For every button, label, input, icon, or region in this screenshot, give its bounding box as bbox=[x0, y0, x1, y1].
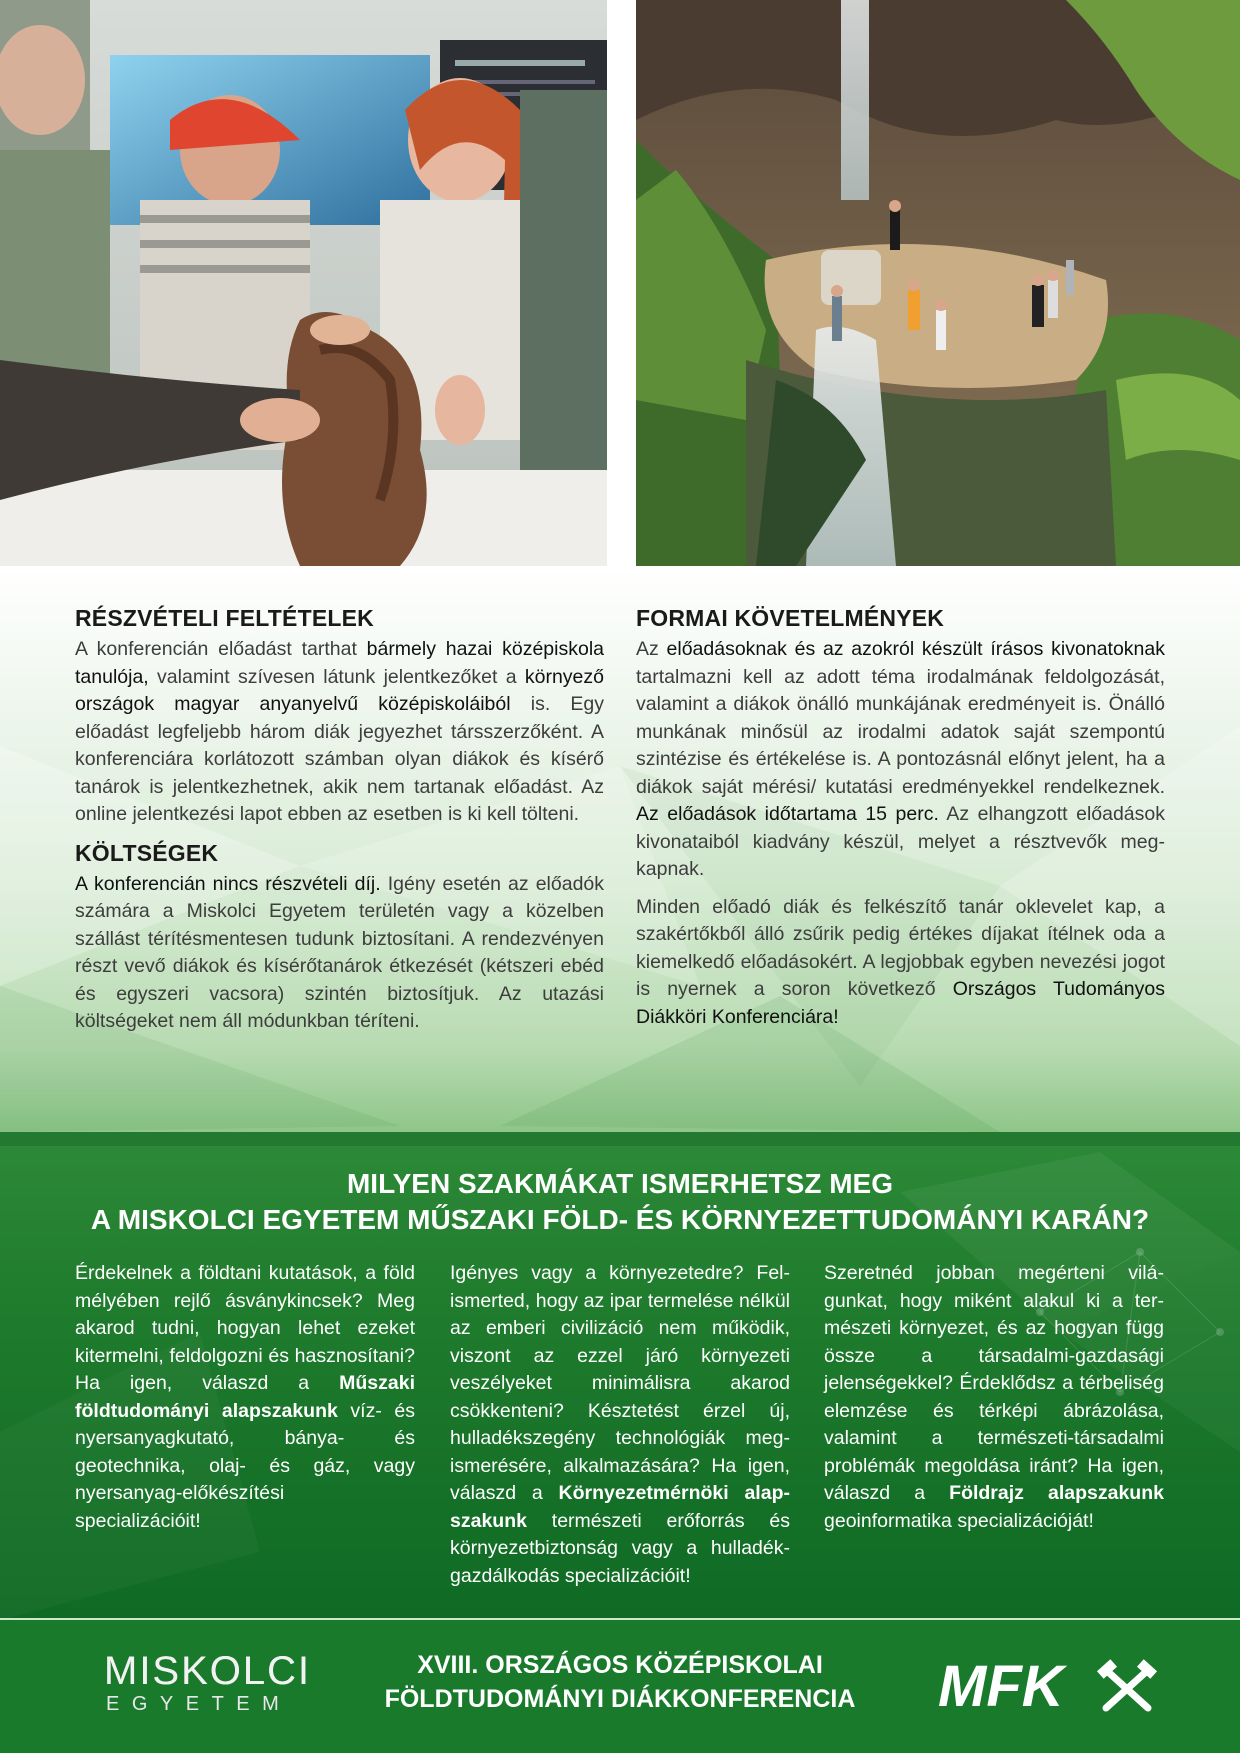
career-column-geography: Szeretnéd jobban megérteni világunkat, hogy miként alakul ki a természeti környezet, és az hogyan függ össze a társadalmi-gazdasági jelenségekkel? Érdeklődsz a térbeliség elemzése és térképi ábrázolása, valamint a természeti-társadalmi problémák megoldása iránt? Ha igen, válaszd a Földrajz alapszakunk geoinformatika specializációját! bbox=[824, 1262, 1164, 1532]
formal-title: FORMAI KÖVETELMÉNYEK bbox=[636, 605, 945, 631]
careers-section bbox=[0, 1132, 1240, 1620]
careers-title: MILYEN SZAKMÁKAT ISMERHETSZ MEG A MISKOLCI EGYETEM MŰSZAKI FÖLD- ÉS KÖRNYEZETTUDOMÁNYI KARÁN? bbox=[90, 1168, 1150, 1235]
participation-title: RÉSZVÉTELI FELTÉTELEK bbox=[75, 605, 374, 631]
mfk-logo bbox=[938, 1656, 1158, 1716]
costs-text: A konferencián nincs részvételi díj. Igény esetén az előadók számára a Miskolci Egyetem területén vagy a közelben szállást térítésmentesen tudunk biztosítani. A rendezvényen részt vevő diákok és kísérőtanárok étkezését (kétszeri ebéd és egyszeri vacsora) szintén biztosítjuk. Az utazási költségeket nem áll módunkban téríteni. bbox=[75, 872, 605, 1032]
career-column-geoscience: Érdekelnek a földtani kutatások, a föld mélyében rejlő ásványkincsek? Meg akarod tudni, hogyan lehet ezeket kitermelni, feldolgozni és hasznosítani? Ha igen, válaszd a Műszaki földtudományi alapszakunk víz- és nyersanyagkutató, bánya- és geotechnika, olaj- és gáz, vagy nyersanyag-előkészítési specializációit! bbox=[75, 1262, 415, 1532]
hammer-and-pick-icon bbox=[1106, 1670, 1148, 1708]
waterfall-photo bbox=[636, 0, 1240, 566]
miskolci-egyetem-logo: MISKOLCI EGYETEM bbox=[104, 1649, 312, 1715]
awards-text: Minden előadó diák és felkészítő tanár oklevelet kap, a szakértőkből álló zsűrik pedig értékes díjakat ítélnek oda a kiemelkedő előadásokért. A legjobbak egyben nevezési jogot is nyernek a soron következő Országos Tudományos Diákköri Konferenciára! bbox=[636, 895, 1165, 1028]
info-section bbox=[0, 566, 1240, 1132]
costs-title: KÖLTSÉGEK bbox=[75, 839, 219, 866]
footer bbox=[0, 1620, 1240, 1753]
left-column bbox=[75, 604, 604, 1046]
conference-title: XVIII. ORSZÁGOS KÖZÉPISKOLAI FÖLDTUDOMÁNYI DIÁKKONFERENCIA bbox=[384, 1651, 856, 1713]
meteorite-photo-image bbox=[0, 0, 607, 566]
mfk-logo-text: MFK bbox=[938, 1656, 1064, 1716]
participation-text: A konferencián előadást tarthat bármely hazai középiskola tanulója, valamint szívesen látunk jelentkezőket a környező országok magyar anyanyelvű középiskoláiból is. Egy előadást legfeljebb három diák jegyezhet társszerzőként. A konferenciára korlátozott számban olyan diákok és kísérő tanárok is jelentkezhetnek, akik nem tartanak előadást. Az online jelentkezési lapot ebben az esetben is ki kell tölteni. bbox=[75, 638, 605, 825]
formal-text: Az előadásoknak és az azokról készült írásos kivonatoknak tartalmazni kell az adott téma irodalmának feldolgozását, valamint a diákok önálló munkájának eredményeit is. Önálló munkának minősül az irodalmi adatok saját szempontú szintézise és értékelése is. A pontozásnál előnyt jelent, ha a diákok saját mérési/ kutatási eredményekkel rendelkeznek. Az előadások időtartama 15 perc. Az elhangzott előadások kivonataiból kiadvány készül, melyet a résztvevők megkapnak. bbox=[636, 638, 1165, 880]
waterfall-photo-image bbox=[636, 0, 1240, 566]
meteorite-photo bbox=[0, 0, 607, 566]
right-column bbox=[636, 604, 1165, 1041]
career-column-environmental: Igényes vagy a környezetedre? Felismerted, hogy az ipar termelése nélkül az emberi civilizáció nem működik, viszont az ezzel járó környezeti veszélyeket minimálisra akarod csökkenteni? Késztetést érzel új, hulladékszegény technológiák megismerésére, alkalmazására? Ha igen, válaszd a Környezetmérnöki alapszakunk természeti erőforrás és környezetbiztonság vagy a hulladékgazdálkodás specializációit! bbox=[450, 1262, 790, 1587]
photo-strip bbox=[0, 0, 1240, 566]
